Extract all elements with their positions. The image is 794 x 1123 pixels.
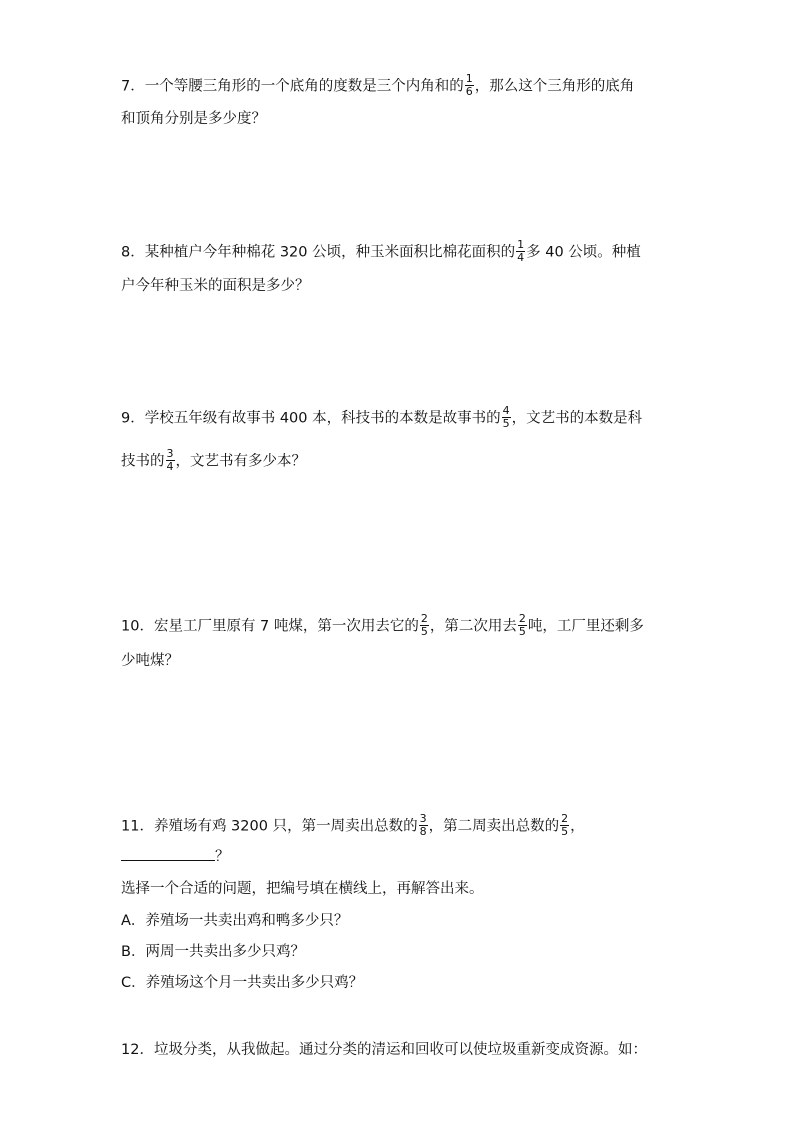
fill-in-blank[interactable] <box>121 846 215 861</box>
question-8-line-2: 户今年种玉米的面积是多少？ <box>121 278 310 294</box>
fraction-1-6: $\frac{1}{6}$ <box>465 72 473 98</box>
question-11-answer-blank: ？ <box>121 846 230 867</box>
question-10-line-2: 少吨煤？ <box>121 653 179 669</box>
option-a: A．养殖场一共卖出鸡和鸭多少只？ <box>121 913 349 929</box>
question-7-line-1: 7．一个等腰三角形的一个底角的度数是三个内角和的 $\frac{1}{6}$ ，那么这个三角形的底角 <box>121 72 635 98</box>
question-12-line-1: 12．垃圾分类，从我做起。通过分类的清运和回收可以使垃圾重新变成资源。如： <box>121 1042 647 1058</box>
question-9-line-1: 9．学校五年级有故事书 400 本，科技书的本数是故事书的 $\frac{4}{5}$ ，文艺书的本数是科 <box>121 404 643 430</box>
fraction-2-5: $\frac{2}{5}$ <box>420 612 428 638</box>
question-10-line-1: 10．宏星工厂里原有 7 吨煤，第一次用去它的 $\frac{2}{5}$ ，第二次用去 $\frac{2}{5}$ 吨，工厂里还剩多 <box>121 612 644 638</box>
question-7-line-2: 和顶角分别是多少度？ <box>121 111 266 127</box>
fraction-3-4: $\frac{3}{4}$ <box>166 447 174 473</box>
fraction-2-5-ton: $\frac{2}{5}$ <box>518 612 526 638</box>
fraction-4-5: $\frac{4}{5}$ <box>502 404 510 430</box>
question-8-line-1: 8．某种植户今年种棉花 320 公顷，种玉米面积比棉花面积的 $\frac{1}{4}$ 多 40 公顷。种植 <box>121 238 641 264</box>
option-b: B．两周一共卖出多少只鸡？ <box>121 944 305 960</box>
option-c: C．养殖场这个月一共卖出多少只鸡？ <box>121 975 364 991</box>
fraction-3-8: $\frac{3}{8}$ <box>419 812 427 838</box>
fraction-2-5-week2: $\frac{2}{5}$ <box>561 812 569 838</box>
question-9-line-2: 技书的 $\frac{3}{4}$ ，文艺书有多少本？ <box>121 447 306 473</box>
question-11-line-1: 11．养殖场有鸡 3200 只，第一周卖出总数的 $\frac{3}{8}$ ，第二周卖出总数的 $\frac{2}{5}$ ， <box>121 812 585 838</box>
question-11-instruction: 选择一个合适的问题，把编号填在横线上，再解答出来。 <box>121 881 484 897</box>
fraction-1-4: $\frac{1}{4}$ <box>517 238 525 264</box>
